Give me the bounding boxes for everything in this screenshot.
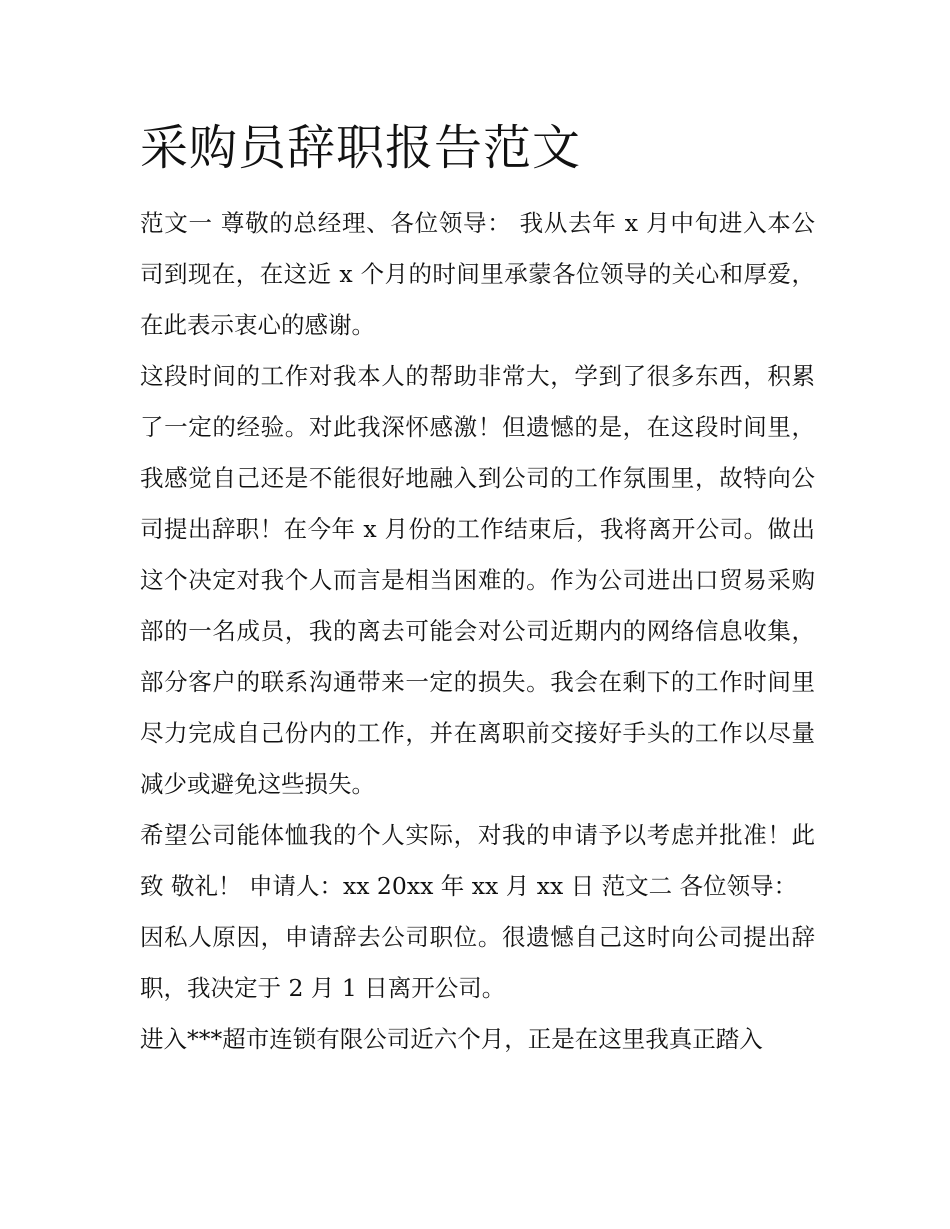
paragraph-4: 因私人原因，申请辞去公司职位。很遗憾自己这时向公司提出辞职，我决定于 2 月 1 日离开公司。 [140, 923, 815, 1002]
document-body [140, 112, 815, 1065]
document-title: 采购员辞职报告范文 [140, 120, 582, 176]
paragraph-1: 范文一 尊敬的总经理、各位领导： 我从去年 x 月中旬进入本公司到现在，在这近 x 个月的时间里承蒙各位领导的关心和厚爱，在此表示衷心的感谢。 [140, 209, 815, 339]
paragraph-5: 进入***超市连锁有限公司近六个月，正是在这里我真正踏入 [140, 1025, 763, 1053]
paragraph-3: 希望公司能体恤我的个人实际，对我的申请予以考虑并批准！此致 敬礼！ 申请人：xx 20xx 年 xx 月 xx 日 范文二 各位领导： [140, 821, 815, 900]
paragraph-2: 这段时间的工作对我本人的帮助非常大，学到了很多东西，积累了一定的经验。对此我深怀感激！但遗憾的是，在这段时间里，我感觉自己还是不能很好地融入到公司的工作氛围里，故特向公司提出辞职！在今年 x 月份的工作结束后，我将离开公司。做出这个决定对我个人而言是相当困难的。作为公司进出口贸易采购部的一名成员，我的离去可能会对公司近期内的网络信息收集，部分客户的联系沟通带来一定的损失。我会在剩下的工作时间里尽力完成自己份内的工作，并在离职前交接好手头的工作以尽量减少或避免这些损失。 [140, 362, 815, 798]
